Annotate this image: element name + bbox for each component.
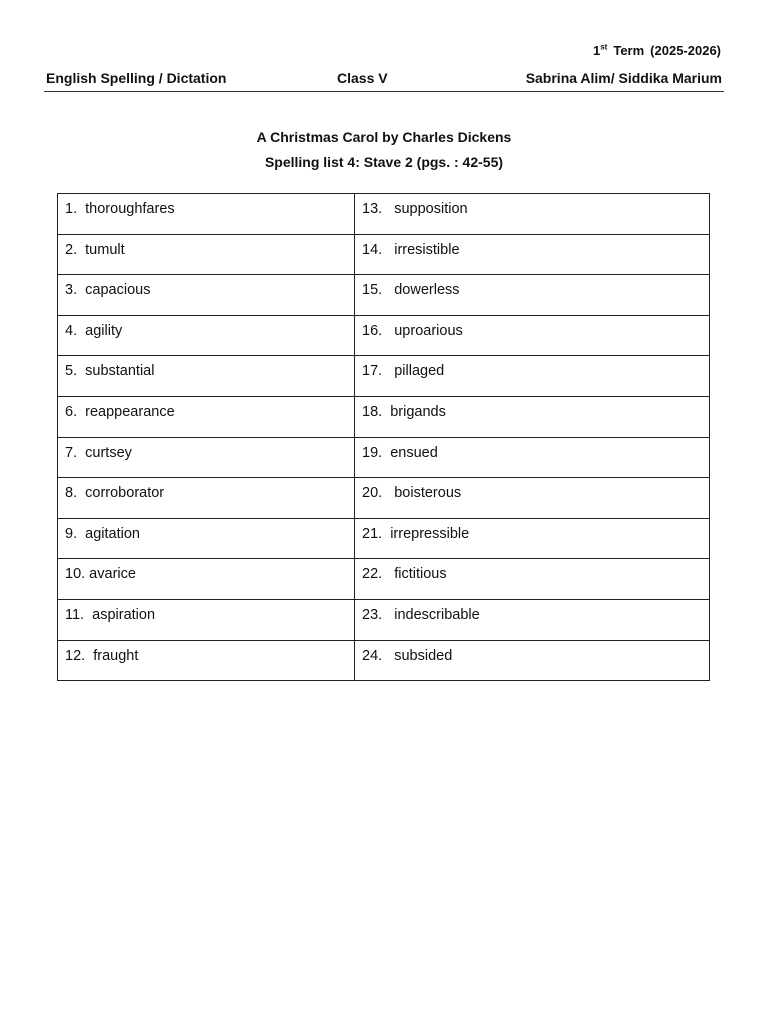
word-cell-left: 4. agility bbox=[58, 315, 355, 356]
word-cell-left: 6. reappearance bbox=[58, 396, 355, 437]
table-row bbox=[58, 275, 710, 316]
word-cell-left: 5. substantial bbox=[58, 356, 355, 397]
term-label bbox=[593, 43, 721, 58]
word-cell-right: 17. pillaged bbox=[355, 356, 710, 397]
word-cell-left: 9. agitation bbox=[58, 518, 355, 559]
table-row bbox=[58, 194, 710, 235]
table-row bbox=[58, 234, 710, 275]
class-label: Class V bbox=[337, 70, 388, 86]
word-cell-right: 19. ensued bbox=[355, 437, 710, 478]
word-cell-right: 16. uproarious bbox=[355, 315, 710, 356]
word-cell-left: 10. avarice bbox=[58, 559, 355, 600]
table-row bbox=[58, 396, 710, 437]
word-cell-right: 24. subsided bbox=[355, 640, 710, 681]
word-cell-right: 22. fictitious bbox=[355, 559, 710, 600]
subject-label: English Spelling / Dictation bbox=[46, 70, 227, 86]
word-cell-right: 20. boisterous bbox=[355, 478, 710, 519]
word-cell-right: 23. indescribable bbox=[355, 599, 710, 640]
table-row bbox=[58, 437, 710, 478]
table-row bbox=[58, 478, 710, 519]
table-row bbox=[58, 640, 710, 681]
table-row bbox=[58, 356, 710, 397]
word-cell-right: 21. irrepressible bbox=[355, 518, 710, 559]
term-word: Term bbox=[613, 43, 645, 58]
spelling-table bbox=[57, 193, 710, 681]
word-cell-left: 8. corroborator bbox=[58, 478, 355, 519]
word-cell-left: 12. fraught bbox=[58, 640, 355, 681]
document-header bbox=[46, 70, 722, 88]
teachers-label: Sabrina Alim/ Siddika Marium bbox=[525, 70, 722, 86]
term-suffix: st bbox=[600, 42, 608, 52]
spelling-table-body bbox=[58, 194, 710, 681]
book-title: A Christmas Carol by Charles Dickens bbox=[256, 129, 512, 145]
word-cell-left: 1. thoroughfares bbox=[58, 194, 355, 235]
word-cell-left: 3. capacious bbox=[58, 275, 355, 316]
list-title: Spelling list 4: Stave 2 (pgs. : 42-55) bbox=[264, 154, 504, 170]
table-row bbox=[58, 599, 710, 640]
table-row bbox=[58, 559, 710, 600]
table-row bbox=[58, 518, 710, 559]
word-cell-left: 2. tumult bbox=[58, 234, 355, 275]
word-cell-right: 14. irresistible bbox=[355, 234, 710, 275]
table-row bbox=[58, 315, 710, 356]
term-number: 1 bbox=[592, 43, 601, 58]
word-cell-left: 11. aspiration bbox=[58, 599, 355, 640]
word-cell-right: 15. dowerless bbox=[355, 275, 710, 316]
title-block bbox=[0, 125, 768, 175]
word-cell-right: 18. brigands bbox=[355, 396, 710, 437]
word-cell-left: 7. curtsey bbox=[58, 437, 355, 478]
header-divider bbox=[44, 91, 724, 92]
term-years: (2025-2026) bbox=[650, 43, 721, 58]
word-cell-right: 13. supposition bbox=[355, 194, 710, 235]
